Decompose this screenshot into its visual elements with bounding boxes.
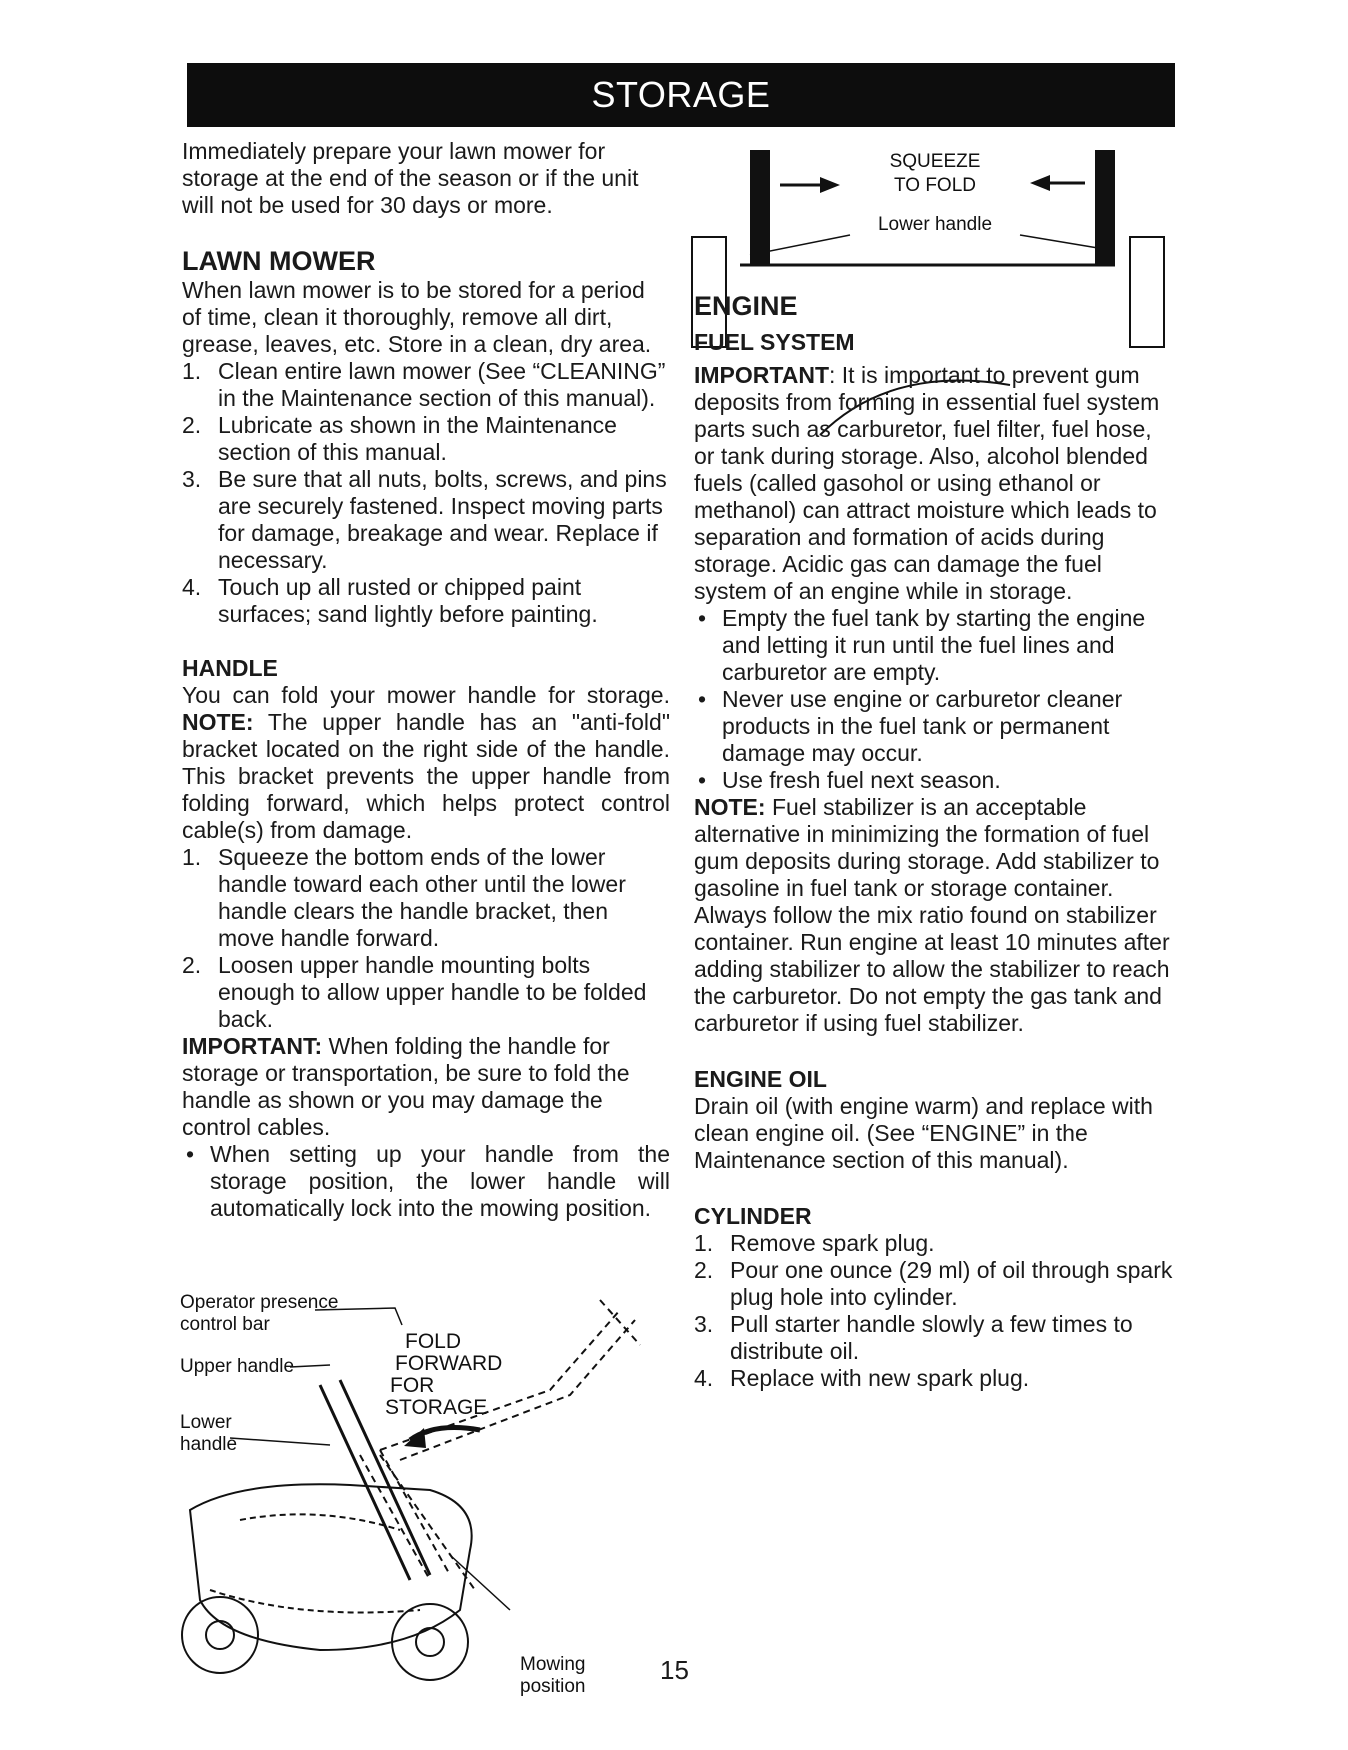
lawn-mower-heading: LAWN MOWER [182,246,376,276]
label-for: FOR [390,1374,435,1397]
fuel-important-text: IMPORTANT: It is important to prevent gum deposits from forming in essential fuel system parts such as carburetor, fuel filter, fuel hose, or tank during storage. Also, alcohol blended fuels (called gasohol or using ethanol or methanol) can attract moisture which leads to separation and formation of acids during storage. Acidic gas can damage the fuel system of an engine while in storage. [694,362,1160,604]
lawn-mower-steps [182,358,670,628]
lawn-mower-text: When lawn mower is to be stored for a period of time, clean it thoroughly, remove all dirt, grease, leaves, etc. Store in a clean, dry area. [182,277,652,357]
label-squeeze: SQUEEZE [889,151,981,172]
list-item: 2. Loosen upper handle mounting bolts enough to allow upper handle to be folded back. [182,952,647,1032]
note-text: The upper handle has an "anti-fold" bracket located on the right side of the handle. This bracket prevents the upper handle from folding forward, which helps protect control cable(s) from damage. [182,709,670,843]
section-banner [187,63,1175,127]
list-item: • Never use engine or carburetor cleaner products in the fuel tank or permanent damage may occur. [698,686,1123,766]
list-item: • When setting up your handle from the storage position, the lower handle will automatically lock into the mowing position. [186,1141,670,1221]
page-title: STORAGE [591,74,771,115]
mower-deck-outline [190,1484,472,1650]
left-handle-end [750,150,770,265]
label-operator-bar: Operator presence [180,1292,339,1313]
label-lower-handle: Lower [180,1412,232,1433]
label-mowing: Mowing [520,1654,586,1675]
list-item: 1. Remove spark plug. [694,1230,935,1256]
note-label: NOTE: [694,794,766,820]
handle-heading: HANDLE [182,655,278,681]
label-lower-handle: Lower handle [877,214,993,235]
engine-oil-heading: ENGINE OIL [694,1066,827,1092]
rear-wheel [392,1604,468,1680]
important-label: IMPORTANT [694,362,830,388]
list-item: • Use fresh fuel next season. [698,767,1001,793]
arrow-head-icon [404,1428,426,1448]
engine-heading: ENGINE [694,291,798,321]
label-to-fold: TO FOLD [894,175,976,196]
important-text: IMPORTANT: When folding the handle for storage or transportation, be sure to fold the handle as shown or you may damage the control cables. [182,1033,630,1140]
arrow-left-icon [1030,175,1050,191]
label-lower-handle-2: handle [180,1434,238,1455]
note-label: NOTE: [182,709,254,735]
label-upper-handle: Upper handle [180,1356,295,1377]
squeeze-to-fold-figure [690,145,1180,270]
arrow-right-icon [820,177,840,193]
handle-fold-figure [180,1290,670,1697]
right-column [694,290,1174,1392]
intro-text: Immediately prepare your lawn mower for storage at the end of the season or if the unit will not be used for 30 days or more. [182,138,639,218]
list-item: 2. Lubricate as shown in the Maintenance section of this manual. [182,412,617,465]
fuel-note-text: NOTE: Fuel stabilizer is an acceptable alternative in minimizing the formation of fuel gum deposits during storage. Add stabilizer to gasoline in fuel tank or storage container. Always follow the mix ratio found on stabilizer container. Run engine at least 10 minutes after adding stabilizer to allow the stabilizer to reach the carburetor. Do not empty the gas tank and carburetor if using fuel stabilizer. [694,794,1170,1036]
cylinder-heading: CYLINDER [694,1203,812,1229]
right-handle-end [1095,150,1115,265]
fuel-bullets [694,605,1174,794]
list-item: 4. Replace with new spark plug. [694,1365,1030,1391]
list-item: 3. Pull starter handle slowly a few times to distribute oil. [694,1311,1133,1364]
page-number: 15 [660,1655,689,1685]
left-column [182,138,670,1222]
list-item: 3. Be sure that all nuts, bolts, screws, and pins are securely fastened. Inspect moving parts for damage, breakage and wear. Replace if necessary. [182,466,667,573]
engine-oil-text: Drain oil (with engine warm) and replace with clean engine oil. (See “ENGINE” in the Maintenance section of this manual). [694,1093,1153,1173]
list-item: 1. Squeeze the bottom ends of the lower handle toward each other until the lower handle clears the handle bracket, then move handle forward. [182,844,626,951]
handle-bullets [182,1141,670,1222]
label-fold: FOLD [405,1330,462,1353]
list-item: • Empty the fuel tank by starting the engine and letting it run until the fuel lines and carburetor are empty. [698,605,1146,685]
label-forward: FORWARD [395,1352,503,1375]
list-item: 4. Touch up all rusted or chipped paint surfaces; sand lightly before painting. [182,574,598,627]
important-label: IMPORTANT: [182,1033,323,1059]
list-item: 1. Clean entire lawn mower (See “CLEANING” in the Maintenance section of this manual). [182,358,666,411]
label-mowing-2: position [520,1676,586,1697]
cylinder-steps [694,1230,1174,1392]
handle-steps [182,844,670,1033]
handle-text: You can fold your mower handle for storage. NOTE: The upper handle has an "anti-fold" bracket located on the right side of the handle. This bracket prevents the upper handle from folding forward, which helps protect control cable(s) from damage. [182,682,670,843]
list-item: 2. Pour one ounce (29 ml) of oil through spark plug hole into cylinder. [694,1257,1173,1310]
fuel-system-heading: FUEL SYSTEM [694,329,855,355]
label-operator-bar-2: control bar [180,1314,270,1335]
label-storage: STORAGE [385,1396,488,1419]
